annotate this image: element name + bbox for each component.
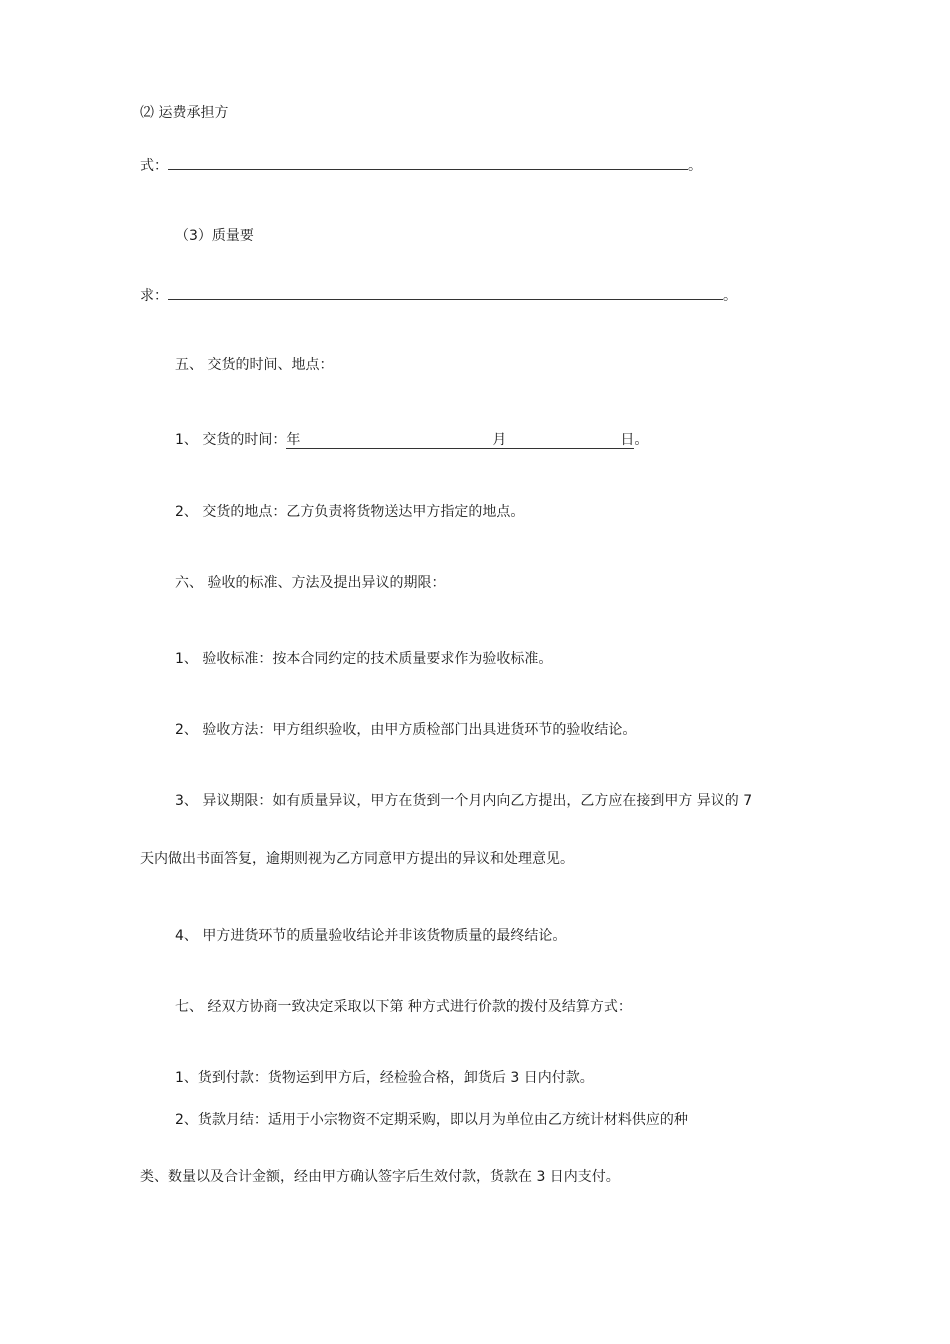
acceptance-method-line [175,720,636,740]
year-label: 年 [286,432,301,448]
quality-label-text: 求： [140,288,168,304]
section-seven-heading [175,997,632,1017]
month-label: 月 [492,432,507,448]
delivery-place-text: 2、 交货的地点：乙方负责将货物送达甲方指定的地点。 [175,504,525,520]
acceptance-method-text: 2、 验收方法：甲方组织验收，由甲方质检部门出具进货环节的验收结论。 [175,722,637,738]
final-conclusion-line [175,926,566,946]
objection-period-continued [140,849,574,869]
objection-period-text: 3、 异议期限：如有质量异议，甲方在货到一个月内向乙方提出，乙方应在接到甲方 异议的 7 [175,793,753,809]
freight-period: 。 [688,158,702,174]
monthly-settlement-continued-text: 类、数量以及合计金额，经由甲方确认签字后生效付款，货款在 3 日内支付。 [140,1169,620,1185]
freight-fill-blank [168,155,688,170]
monthly-settlement-continued [140,1167,620,1187]
payment-on-delivery-line [175,1068,594,1088]
payment-on-delivery-text: 1、货到付款：货物运到甲方后，经检验合格，卸货后 3 日内付款。 [175,1070,594,1086]
section-seven-text: 七、 经双方协商一致决定采取以下第 种方式进行价款的拨付及结算方式： [175,999,632,1015]
paragraph-freight-heading [140,103,228,123]
quality-fill-blank [168,285,723,300]
section-five-heading [175,355,333,375]
monthly-settlement-text: 2、货款月结：适用于小宗物资不定期采购，即以月为单位由乙方统计材料供应的种 [175,1112,688,1128]
delivery-time-period: 。 [634,432,649,448]
freight-label-text: 式： [140,158,168,174]
objection-continued-text: 天内做出书面答复，逾期则视为乙方同意甲方提出的异议和处理意见。 [140,851,574,867]
delivery-place-line [175,502,524,522]
paragraph-freight-blank [140,155,702,175]
acceptance-standard-text: 1、 验收标准：按本合同约定的技术质量要求作为验收标准。 [175,651,553,667]
delivery-date-underline [286,432,634,449]
paragraph-quality-heading [175,226,254,246]
freight-heading-text: ⑵ 运费承担方 [140,105,229,121]
acceptance-standard-line [175,649,552,669]
delivery-time-label: 1、 交货的时间： [175,432,287,448]
delivery-time-line [175,430,648,450]
final-conclusion-text: 4、 甲方进货环节的质量验收结论并非该货物质量的最终结论。 [175,928,567,944]
paragraph-quality-blank [140,285,737,305]
section-six-text: 六、 验收的标准、方法及提出异议的期限： [175,575,446,591]
quality-period: 。 [723,288,737,304]
day-label: 日 [620,432,635,448]
section-six-heading [175,573,445,593]
quality-heading-text: （3）质量要 [175,228,254,244]
monthly-settlement-line [175,1110,688,1130]
section-five-text: 五、 交货的时间、地点： [175,357,334,373]
objection-period-line [175,791,752,811]
